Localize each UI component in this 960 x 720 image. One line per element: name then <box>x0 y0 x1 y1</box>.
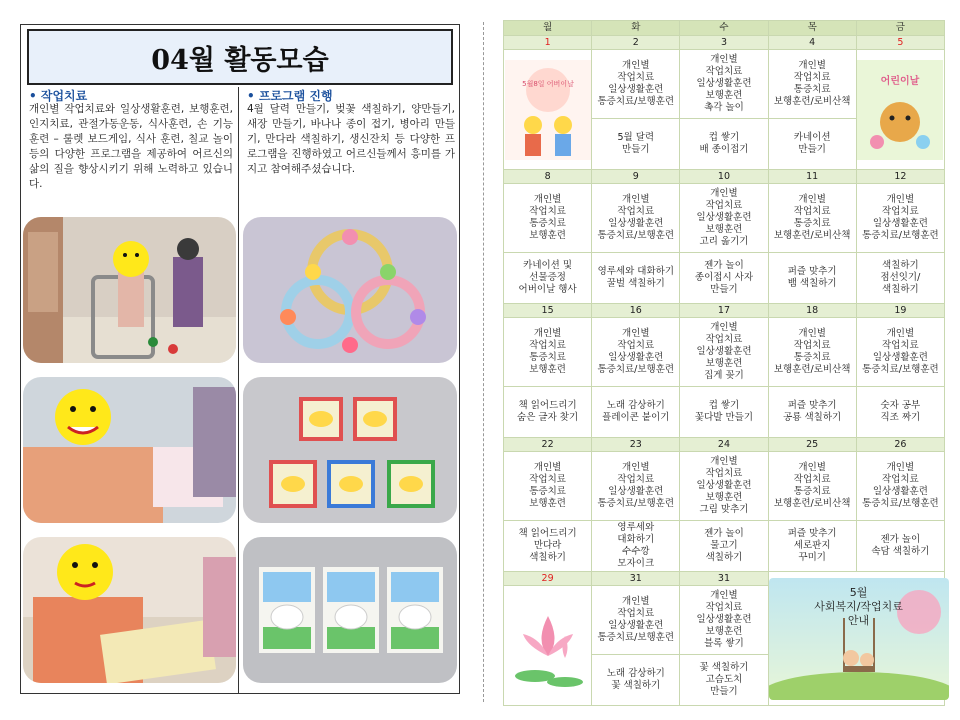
event-cell: 노래 감상하기 플레이콘 붙이기 <box>592 387 680 438</box>
occupational-therapy-text: 개인별 작업치료와 일상생활훈련, 보행훈련, 인지치료, 관절가동운동, 식사훈련, 손 기능 훈련 – 룰렛 보드게임, 식사 훈련, 칠교 놀이 등의 다양한 프로그램을 제공하여 어르신의 삶의 질을 향상시키기 위해 노력하고 있습니다. <box>29 103 233 190</box>
activity-cell: 개인별 작업치료 일상생활훈련 통증치료/보행훈련 <box>592 50 680 119</box>
activity-cell: 개인별 작업치료 일상생활훈련 보행훈련 촉각 놀이 <box>680 50 768 119</box>
day-number: 10 <box>680 170 768 184</box>
activity-cell: 개인별 작업치료 일상생활훈련 통증치료/보행훈련 <box>856 318 944 387</box>
flower-craft-photo <box>243 217 457 363</box>
day-number: 23 <box>592 438 680 452</box>
event-cell: 책 읽어드리기 숨은 글자 찾기 <box>504 387 592 438</box>
activity-cell: 개인별 작업치료 통증치료 보행훈련/로비산책 <box>768 50 856 119</box>
activity-cell: 개인별 작업치료 일상생활훈련 보행훈련 그림 맞추기 <box>680 452 768 521</box>
day-number-row <box>504 572 945 586</box>
event-cell: 색칠하기 점선잇기/ 색칠하기 <box>856 253 944 304</box>
weekday-header-row <box>504 21 945 36</box>
puzzle-photo <box>23 537 236 683</box>
birdcage-craft-photo <box>243 377 457 523</box>
day-number: 17 <box>680 304 768 318</box>
activity-cell: 개인별 작업치료 일상생활훈련 통증치료/보행훈련 <box>592 452 680 521</box>
day-number: 22 <box>504 438 592 452</box>
day-number-row <box>504 170 945 184</box>
activity-cell: 개인별 작업치료 통증치료 보행훈련 <box>504 318 592 387</box>
page-divider <box>483 22 484 702</box>
day-number: 16 <box>592 304 680 318</box>
occupational-therapy-heading: • 작업치료 <box>29 89 88 103</box>
day-number: 31 <box>680 572 768 586</box>
landscape-craft-photo <box>243 537 457 683</box>
day-number: 1 <box>504 36 592 50</box>
activity-cell: 개인별 작업치료 일상생활훈련 보행훈련 고리 옮기기 <box>680 184 768 253</box>
day-number: 2 <box>592 36 680 50</box>
program-text: 4월 달력 만들기, 벚꽃 색칠하기, 양만들기, 새장 만들기, 바나나 종이 접기, 병아리 만들기, 만다라 색칠하기, 생신잔치 등 다양한 프로그램을 진행하였고 어르신들께서 흥미를 가지고 참여해주셨습니다. <box>247 103 455 175</box>
activity-cell: 개인별 작업치료 일상생활훈련 통증치료/보행훈련 <box>856 184 944 253</box>
day-number-row <box>504 36 945 50</box>
event-cell: 퍼즐 맞추기 세로판지 꾸미기 <box>768 521 856 572</box>
event-cell: 책 읽어드리기 만다라 색칠하기 <box>504 521 592 572</box>
day-number: 8 <box>504 170 592 184</box>
page-title: 04월 활동모습 <box>27 29 453 85</box>
childrens-day-text: 어린이날 <box>881 75 920 87</box>
event-cell: 카네이션 및 선물증정 어버이날 행사 <box>504 253 592 304</box>
notice-text: 5월 사회복지/작업치료 안내 <box>814 585 903 627</box>
weekday-mon: 월 <box>504 21 592 36</box>
occupational-therapy-heading-text: 작업치료 <box>40 89 88 103</box>
weekday-fri: 금 <box>856 21 944 36</box>
day-number: 3 <box>680 36 768 50</box>
event-cell: 젠가 놀이 속담 색칠하기 <box>856 521 944 572</box>
activity-page <box>20 24 460 694</box>
day-number: 4 <box>768 36 856 50</box>
event-cell: 퍼즐 맞추기 뱀 색칠하기 <box>768 253 856 304</box>
notice-box <box>768 572 944 706</box>
day-number: 26 <box>856 438 944 452</box>
day-number: 12 <box>856 170 944 184</box>
day-number-row <box>504 304 945 318</box>
activity-cell: 개인별 작업치료 일상생활훈련 통증치료/보행훈련 <box>856 452 944 521</box>
event-cell: 숫자 공부 직조 짜기 <box>856 387 944 438</box>
walking-training-photo <box>23 217 236 363</box>
day-number: 15 <box>504 304 592 318</box>
parents-day-text: 5월8일 어버이날 <box>521 79 574 88</box>
card-making-photo <box>23 377 236 523</box>
program-heading: • 프로그램 진행 <box>247 89 333 103</box>
event-cell: 카네이션 만들기 <box>768 119 856 170</box>
activity-cell: 개인별 작업치료 통증치료 보행훈련/로비산책 <box>768 452 856 521</box>
day-number: 29 <box>504 572 592 586</box>
activity-cell: 개인별 작업치료 일상생활훈련 통증치료/보행훈련 <box>592 318 680 387</box>
column-divider <box>238 87 239 693</box>
parents-day-illustration <box>504 50 592 170</box>
activity-cell: 개인별 작업치료 통증치료 보행훈련/로비산책 <box>768 184 856 253</box>
day-number: 25 <box>768 438 856 452</box>
weekday-tue: 화 <box>592 21 680 36</box>
monthly-calendar <box>503 20 945 706</box>
weekday-wed: 수 <box>680 21 768 36</box>
event-cell: 컵 쌓기 꽃다발 만들기 <box>680 387 768 438</box>
event-cell: 젠가 놀이 물고기 색칠하기 <box>680 521 768 572</box>
activity-cell: 개인별 작업치료 일상생활훈련 보행훈련 집게 꽂기 <box>680 318 768 387</box>
program-heading-text: 프로그램 진행 <box>258 89 333 103</box>
event-cell: 퍼즐 맞추기 공룡 색칠하기 <box>768 387 856 438</box>
day-number: 18 <box>768 304 856 318</box>
lotus-illustration <box>504 586 592 706</box>
activity-cell: 개인별 작업치료 통증치료 보행훈련/로비산책 <box>768 318 856 387</box>
event-cell: 노래 감상하기 꽃 색칠하기 <box>592 655 680 706</box>
activity-cell: 개인별 작업치료 통증치료 보행훈련 <box>504 184 592 253</box>
day-number: 11 <box>768 170 856 184</box>
weekday-thu: 목 <box>768 21 856 36</box>
day-number: 24 <box>680 438 768 452</box>
activity-cell: 개인별 작업치료 통증치료 보행훈련 <box>504 452 592 521</box>
activity-cell: 개인별 작업치료 일상생활훈련 통증치료/보행훈련 <box>592 184 680 253</box>
day-number: 19 <box>856 304 944 318</box>
event-cell: 영루세와 대화하기 수수깡 모자이크 <box>592 521 680 572</box>
childrens-day-illustration <box>856 50 944 170</box>
day-number: 31 <box>592 572 680 586</box>
event-cell: 영루세와 대화하기 꿀벌 색칠하기 <box>592 253 680 304</box>
day-number-row <box>504 438 945 452</box>
event-cell: 젠가 놀이 종이접시 사자 만들기 <box>680 253 768 304</box>
day-number: 5 <box>856 36 944 50</box>
activity-cell: 개인별 작업치료 일상생활훈련 보행훈련 블록 쌓기 <box>680 586 768 655</box>
event-cell: 컵 쌓기 배 종이접기 <box>680 119 768 170</box>
event-cell: 5월 달력 만들기 <box>592 119 680 170</box>
activity-cell: 개인별 작업치료 일상생활훈련 통증치료/보행훈련 <box>592 586 680 655</box>
event-cell: 꽃 색칠하기 고슴도치 만들기 <box>680 655 768 706</box>
day-number: 9 <box>592 170 680 184</box>
